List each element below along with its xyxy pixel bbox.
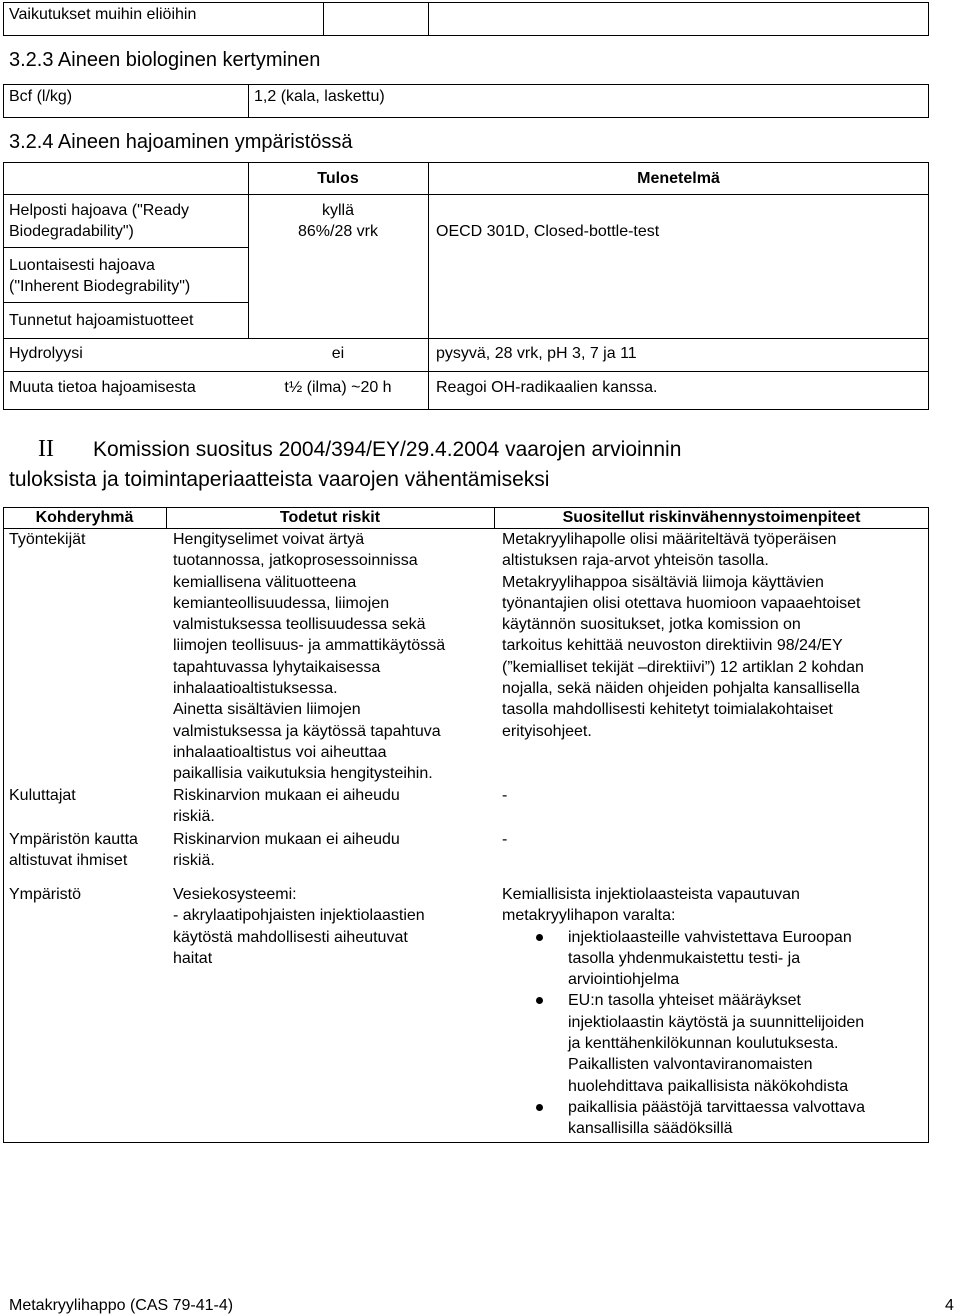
measures-workers: Metakryylihapolle olisi määriteltävä työperäisen altistuksen raja-arvot yhteisön tasolla. Metakryylihappoa sisältäviä liimoja käyttävien työnantajien olisi otettava huomioon vapaaehtoiset käytännön suositukset, jotka komission on tarkoitus kehittää neuvoston direktiivin 98/24/EY (”kemialliset tekijät –direktiivi”) 12 artiklan 2 kohdan nojalla, sekä näiden ohjeiden pohjalta kansallisella tasolla mahdollisesti kehitetyt toimialakohtaiset erityisohjeet. xyxy=(502,531,864,740)
risks-environment: Vesiekosysteemi: - akrylaatipohjaisten injektiolaastien käytöstä mahdollisesti aiheutuvat haitat xyxy=(173,886,425,967)
header-measures: Suositellut riskinvähennystoimenpiteet xyxy=(562,509,861,526)
footer-document-title: Metakryylihappo (CAS 79-41-4) xyxy=(9,1297,234,1314)
measures-consumers: - xyxy=(502,787,508,804)
other-info-label: Muuta tietoa hajoamisesta xyxy=(9,379,196,396)
degradation-row-divider xyxy=(3,338,929,339)
list-item: EU:n tasolla yhteiset määräykset injektiolaastin käytöstä ja suunnittelijoiden ja kenttähenkilökunnan koulutuksesta. Paikallisten valvontaviranomaisten huolehdittava paikallisista näkökohdista xyxy=(502,990,922,1096)
section-324-heading: 3.2.4 Aineen hajoaminen ympäristössä xyxy=(9,131,353,153)
degradation-row-divider xyxy=(3,194,929,195)
measures-environment-list xyxy=(502,927,922,1140)
effects-table-divider xyxy=(428,2,429,36)
risks-consumers: Riskinarvion mukaan ei aiheudu riskiä. xyxy=(173,787,400,826)
col-result-header: Tulos xyxy=(317,170,359,187)
degradation-products-label: Tunnetut hajoamistuotteet xyxy=(9,312,194,329)
effects-table-divider xyxy=(323,2,324,36)
section-323-heading: 3.2.3 Aineen biologinen kertyminen xyxy=(9,49,321,71)
degradation-col-divider xyxy=(428,162,429,410)
section-ii-numeral: II xyxy=(38,436,54,462)
hydrolysis-result: ei xyxy=(331,345,345,362)
group-environment-exposed: Ympäristön kautta altistuvat ihmiset xyxy=(9,831,138,870)
risks-workers: Hengityselimet voivat ärtyä tuotannossa, jatkoprosessoinnissa kemiallisena välituotteena kemianteollisuudessa, liimojen valmistuksessa teollisuudessa sekä liimojen teollisuus- ja ammattikäytössä tapahtuvassa lyhytaikaisessa inhalaatioaltistuksessa. Ainetta sisältävien liimojen valmistuksessa ja käytössä tapahtuva inhalaatioaltistus voi aiheuttaa paikallisia vaikutuksia hengitysteihin. xyxy=(173,531,446,783)
bcf-label: Bcf (l/kg) xyxy=(9,88,73,105)
degradation-row-divider xyxy=(3,371,929,372)
measures-environment-exposed: - xyxy=(502,831,508,848)
list-item: injektiolaasteille vahvistettava Euroopan tasolla yhdenmukaistettu testi- ja arviointiohjelma xyxy=(502,927,922,991)
ready-biodeg-label: Helposti hajoava ("Ready Biodegradability") xyxy=(9,202,189,240)
measures-environment xyxy=(502,884,922,1140)
bcf-table xyxy=(3,84,929,118)
risks-environment-exposed: Riskinarvion mukaan ei aiheudu riskiä. xyxy=(173,831,400,870)
group-workers: Työntekijät xyxy=(9,531,86,548)
hydrolysis-label: Hydrolyysi xyxy=(9,345,83,362)
hydrolysis-method: pysyvä, 28 vrk, pH 3, 7 ja 11 xyxy=(436,345,637,362)
inherent-biodeg-label: Luontaisesti hajoava ("Inherent Biodegrability") xyxy=(9,257,191,295)
measures-environment-intro: Kemiallisista injektiolaasteista vapautuvan metakryylihapon varalta: xyxy=(502,886,800,925)
other-info-result: t½ (ilma) ~20 h xyxy=(284,379,392,396)
effects-row-label: Vaikutukset muihin eliöihin xyxy=(9,6,197,23)
header-target-group: Kohderyhmä xyxy=(35,509,134,526)
ready-biodeg-result: kyllä 86%/28 vrk xyxy=(297,202,379,240)
group-environment: Ympäristö xyxy=(9,886,82,903)
bcf-value: 1,2 (kala, laskettu) xyxy=(254,88,385,105)
ready-biodeg-method: OECD 301D, Closed-bottle-test xyxy=(436,223,660,240)
section-ii-title-line2: tuloksista ja toimintaperiaatteista vaarojen vähentämiseksi xyxy=(9,468,550,491)
degradation-row-divider xyxy=(3,247,248,248)
other-info-method: Reagoi OH-radikaalien kanssa. xyxy=(436,379,658,396)
group-consumers: Kuluttajat xyxy=(9,787,76,804)
degradation-row-divider xyxy=(3,302,248,303)
bcf-table-divider xyxy=(248,84,249,118)
header-risks: Todetut riskit xyxy=(279,509,381,526)
col-method-header: Menetelmä xyxy=(637,170,720,187)
section-ii-title-line1: Komission suositus 2004/394/EY/29.4.2004 vaarojen arvioinnin xyxy=(93,438,682,461)
list-item: paikallisia päästöjä tarvittaessa valvottava kansallisilla säädöksillä xyxy=(502,1097,922,1140)
footer-page-number: 4 xyxy=(945,1297,954,1314)
